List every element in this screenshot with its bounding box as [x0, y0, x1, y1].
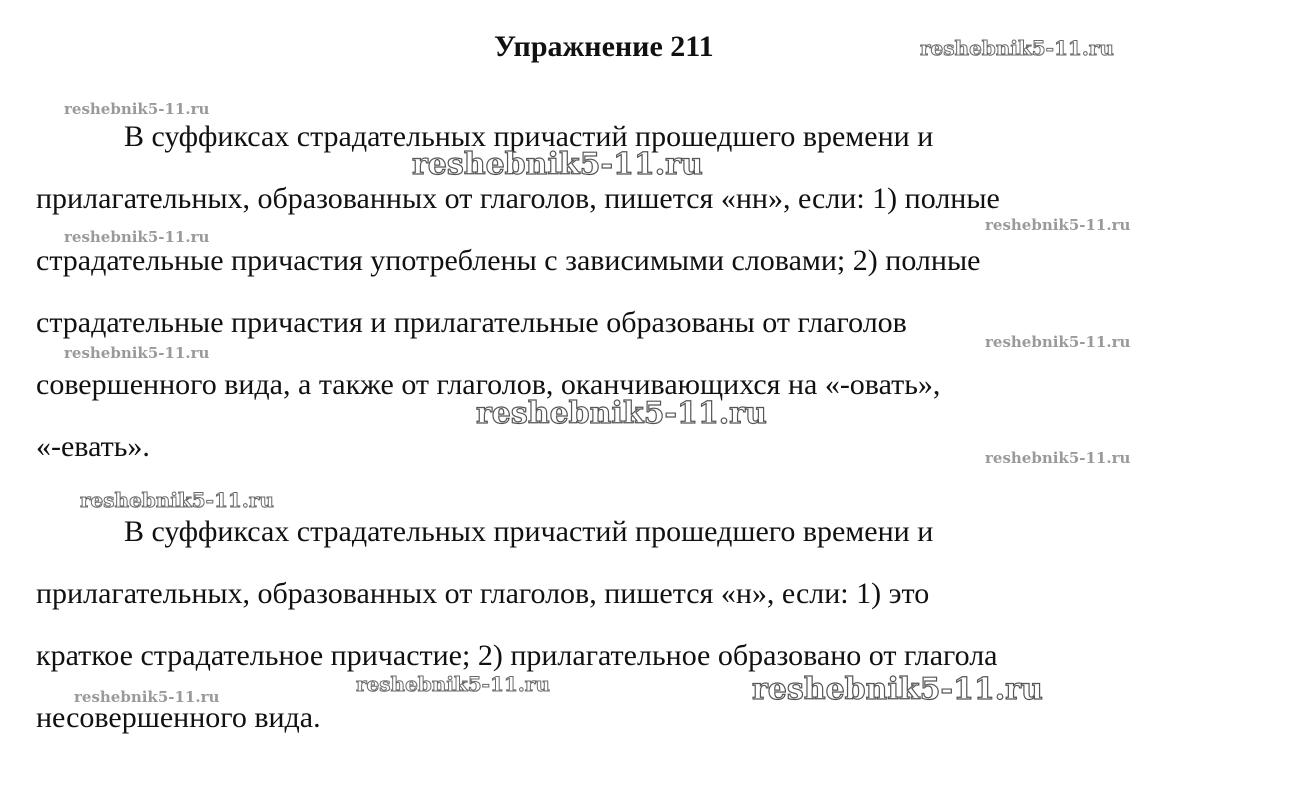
watermark: reshebnik5-11.ru: [985, 449, 1131, 467]
watermark: reshebnik5-11.ru: [64, 344, 210, 362]
watermark: reshebnik5-11.ru: [74, 688, 220, 706]
paragraph-line: прилагательных, образованных от глаголов, пишется «н», если: 1) это: [36, 577, 930, 610]
watermark: reshebnik5-11.ru: [985, 216, 1131, 234]
paragraph-line: краткое страдательное причастие; 2) прилагательное образовано от глагола: [36, 639, 998, 672]
watermark: reshebnik5-11.ru: [752, 672, 1043, 707]
paragraph-line: страдательные причастия употреблены с зависимыми словами; 2) полные: [36, 244, 981, 277]
paragraph-line: В суффиксах страдательных причастий прошедшего времени и: [124, 515, 934, 548]
paragraph-line: В суффиксах страдательных причастий прошедшего времени и: [124, 120, 934, 153]
paragraph-line: несовершенного вида.: [36, 701, 321, 734]
paragraph-line: «-евать».: [36, 430, 150, 463]
watermark: reshebnik5-11.ru: [920, 36, 1114, 60]
paragraph-line: совершенного вида, а также от глаголов, оканчивающихся на «-овать»,: [36, 368, 941, 401]
watermark: reshebnik5-11.ru: [356, 672, 550, 696]
page-title: Упражнение 211: [494, 30, 714, 63]
paragraph-line: страдательные причастия и прилагательные образованы от глаголов: [36, 306, 907, 339]
paragraph-line: прилагательных, образованных от глаголов, пишется «нн», если: 1) полные: [36, 182, 1000, 215]
watermark: reshebnik5-11.ru: [64, 100, 210, 118]
watermark: reshebnik5-11.ru: [80, 488, 274, 512]
watermark: reshebnik5-11.ru: [412, 147, 703, 182]
paragraph-2: [36, 501, 1186, 749]
watermark: reshebnik5-11.ru: [476, 396, 767, 431]
watermark: reshebnik5-11.ru: [985, 333, 1131, 351]
watermark: reshebnik5-11.ru: [64, 228, 210, 246]
